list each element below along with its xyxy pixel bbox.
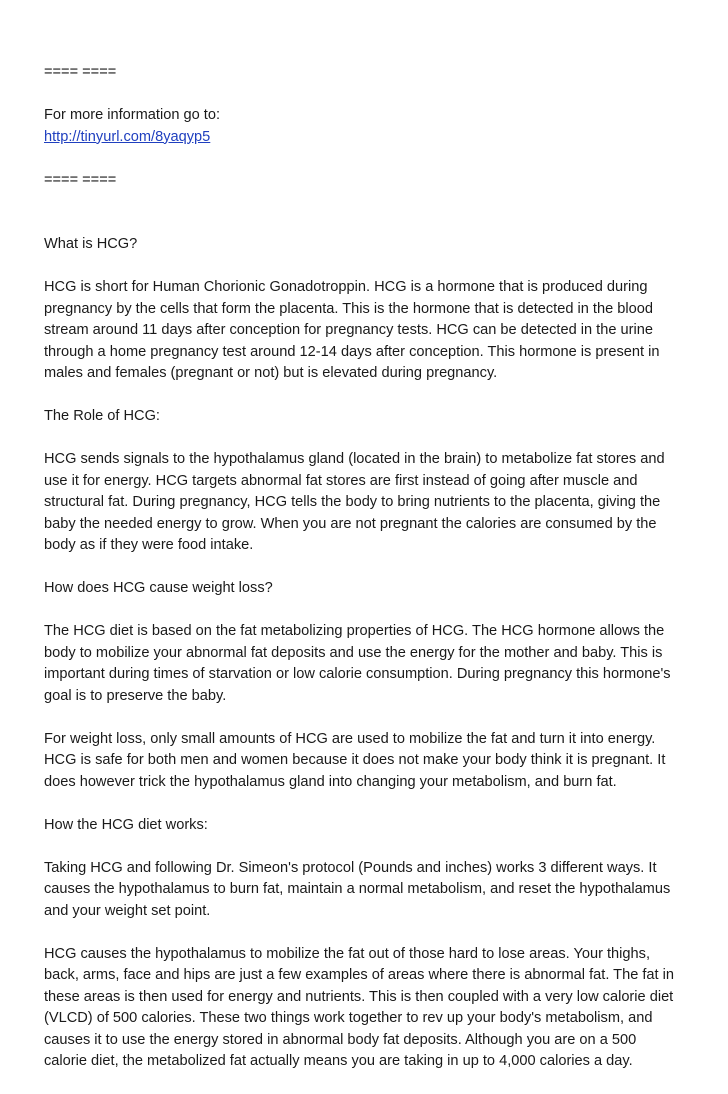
section-heading: The Role of HCG:: [44, 408, 160, 424]
paragraph-line: HCG sends signals to the hypothalamus gland (located in the brain) to metabolize fat stores and: [44, 451, 665, 467]
paragraph-line: The HCG diet is based on the fat metabolizing properties of HCG. The HCG hormone allows the: [44, 623, 665, 639]
paragraph-line: goal is to preserve the baby.: [44, 687, 227, 704]
info-link[interactable]: http://tinyurl.com/8yaqyp5: [44, 128, 211, 145]
paragraph-line: baby the needed energy to grow. When you are not pregnant the calories are consumed by the: [44, 515, 657, 532]
paragraph: [44, 621, 684, 707]
paragraph-line: important during times of starvation or low calorie consumption. During pregnancy this hormone's: [44, 666, 671, 682]
paragraph: [44, 277, 684, 385]
paragraph-line: structural fat. During pregnancy, HCG tells the body to bring nutrients to the placenta, giving the: [44, 494, 661, 510]
spacer: [44, 148, 684, 170]
spacer: [44, 84, 684, 106]
paragraph-line: Taking HCG and following Dr. Simeon's protocol (Pounds and inches) works 3 different ways. It: [44, 859, 657, 876]
document-page: [44, 62, 684, 1094]
paragraph-line: back, arms, face and hips are just a few examples of areas where there is abnormal fat. The fat in: [44, 967, 675, 983]
paragraph-line: body as if they were food intake.: [44, 537, 254, 553]
section-heading: How does HCG cause weight loss?: [44, 580, 273, 596]
spacer: [44, 191, 684, 234]
paragraph-line: For weight loss, only small amounts of HCG are used to mobilize the fat and turn it into energy.: [44, 730, 656, 747]
paragraph-line: pregnancy by the cells that form the placenta. This is the hormone that is detected in the blood: [44, 300, 653, 317]
info-label: For more information go to:: [44, 107, 221, 123]
paragraph-line: HCG causes the hypothalamus to mobilize the fat out of those hard to lose areas. Your thighs,: [44, 945, 650, 962]
paragraph-line: and your weight set point.: [44, 902, 211, 919]
separator-bottom: ==== ====: [44, 171, 117, 188]
paragraph: [44, 729, 684, 794]
paragraph: [44, 858, 684, 923]
paragraph-line: through a home pregnancy test around 12-14 days after conception. This hormone is present in: [44, 343, 660, 360]
paragraph: [44, 449, 684, 557]
paragraph-line: males and females (pregnant or not) but is elevated during pregnancy.: [44, 365, 498, 381]
paragraph-line: calorie diet, the metabolized fat actually means you are taking in up to 4,000 calories a day.: [44, 1053, 633, 1069]
paragraph-line: these areas is then used for energy and nutrients. This is then coupled with a very low calorie diet: [44, 988, 674, 1005]
section-heading: How the HCG diet works:: [44, 816, 208, 833]
section-heading: What is HCG?: [44, 236, 138, 252]
paragraph-line: causes it to use the energy stored in abnormal body fat deposits. Although you are on a 500: [44, 1031, 637, 1048]
paragraph-line: causes the hypothalamus to burn fat, maintain a normal metabolism, and reset the hypothalamus: [44, 881, 671, 897]
paragraph-line: does however trick the hypothalamus gland into changing your metabolism, and burn fat.: [44, 773, 617, 790]
paragraph: [44, 944, 684, 1073]
paragraph-line: body to mobilize your abnormal fat deposits and use the energy for the mother and baby. This is: [44, 644, 663, 661]
paragraph-line: stream around 11 days after conception for pregnancy tests. HCG can be detected in the urine: [44, 322, 653, 338]
separator-top: ==== ====: [44, 64, 117, 80]
paragraph-line: (VLCD) of 500 calories. These two things work together to rev up your body's metabolism, and: [44, 1010, 653, 1026]
paragraph-line: HCG is safe for both men and women because it does not make your body think it is pregnant. It: [44, 752, 666, 768]
paragraph-line: HCG is short for Human Chorionic Gonadotroppin. HCG is a hormone that is produced during: [44, 279, 648, 295]
info-link-row: [44, 127, 684, 149]
document-body: [44, 234, 684, 1073]
paragraph-line: use it for energy. HCG targets abnormal fat stores are first instead of going after muscle and: [44, 472, 638, 489]
